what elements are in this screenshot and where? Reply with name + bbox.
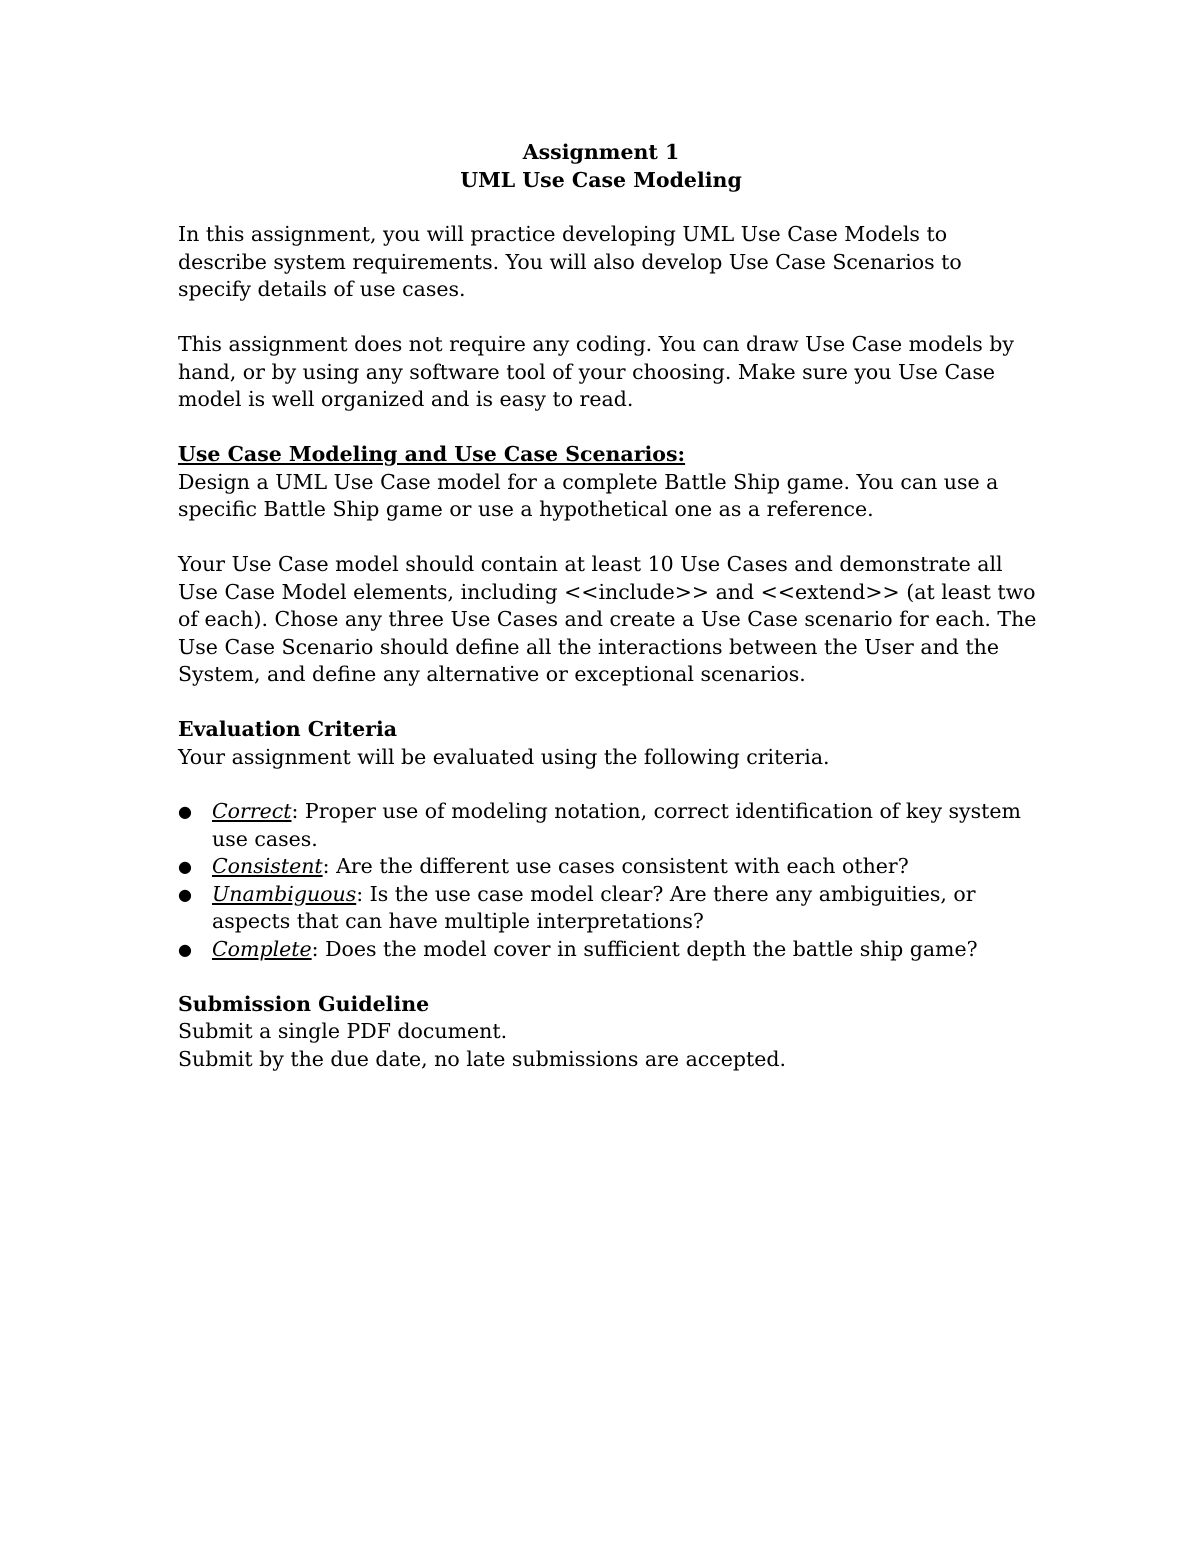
evaluation-intro: Your assignment will be evaluated using the following criteria. xyxy=(178,744,830,769)
list-item xyxy=(178,936,1038,964)
modeling-paragraph-1: Design a UML Use Case model for a complete Battle Ship game. You can use a specific Battle Ship game or use a hypothetical one as a reference. xyxy=(178,469,999,521)
criteria-term: Consistent xyxy=(212,854,323,878)
criteria-text: Does the model cover in sufficient depth the battle ship game? xyxy=(318,936,978,961)
page-title: Assignment 1 xyxy=(522,140,680,164)
criteria-separator: : xyxy=(322,854,330,878)
criteria-term: Correct xyxy=(212,799,292,823)
list-item xyxy=(178,798,1038,853)
bullet-icon: ● xyxy=(178,884,192,904)
modeling-paragraph-2: Your Use Case model should contain at least 10 Use Cases and demonstrate all Use Case Model elements, including <<include>> and <<extend>> (at least two of each). Chose any three Use Cases and create a Use Case scenario for each. The Use Case Scenario should define all the interactions between the User and the System, and define any alternative or exceptional scenarios. xyxy=(178,552,1037,686)
criteria-term: Complete xyxy=(212,936,312,961)
intro-paragraph: In this assignment, you will practice developing UML Use Case Models to describe system requirements. You will also develop Use Case Scenarios to specify details of use cases. xyxy=(178,222,962,301)
modeling-heading: Use Case Modeling and Use Case Scenarios: xyxy=(178,442,686,466)
criteria-text: Are the different use cases consistent with each other? xyxy=(329,854,909,878)
title-block xyxy=(178,138,1024,194)
criteria-separator: : xyxy=(356,881,364,906)
list-item xyxy=(178,881,1038,936)
criteria-text: Proper use of modeling notation, correct identification of key system use cases. xyxy=(212,799,1021,851)
document-page xyxy=(178,138,1038,1073)
bullet-icon: ● xyxy=(178,939,192,959)
bullet-icon: ● xyxy=(178,857,192,876)
evaluation-heading: Evaluation Criteria xyxy=(178,717,398,741)
page-subtitle: UML Use Case Modeling xyxy=(460,168,742,192)
criteria-separator: : xyxy=(311,936,319,961)
criteria-term: Unambiguous xyxy=(212,881,357,906)
coding-paragraph: This assignment does not require any coding. You can draw Use Case models by hand, or by using any software tool of your choosing. Make sure you Use Case model is well organized and is easy to read. xyxy=(178,332,1015,411)
submission-line-2: Submit by the due date, no late submissions are accepted. xyxy=(178,1046,787,1071)
bullet-icon: ● xyxy=(178,802,192,821)
submission-heading: Submission Guideline xyxy=(178,991,430,1016)
submission-line-1: Submit a single PDF document. xyxy=(178,1019,508,1043)
criteria-separator: : xyxy=(291,799,299,823)
list-item xyxy=(178,853,1038,881)
criteria-text: Is the use case model clear? Are there any ambiguities, or aspects that can have multiple interpretations? xyxy=(212,881,976,933)
criteria-list xyxy=(178,798,1038,963)
